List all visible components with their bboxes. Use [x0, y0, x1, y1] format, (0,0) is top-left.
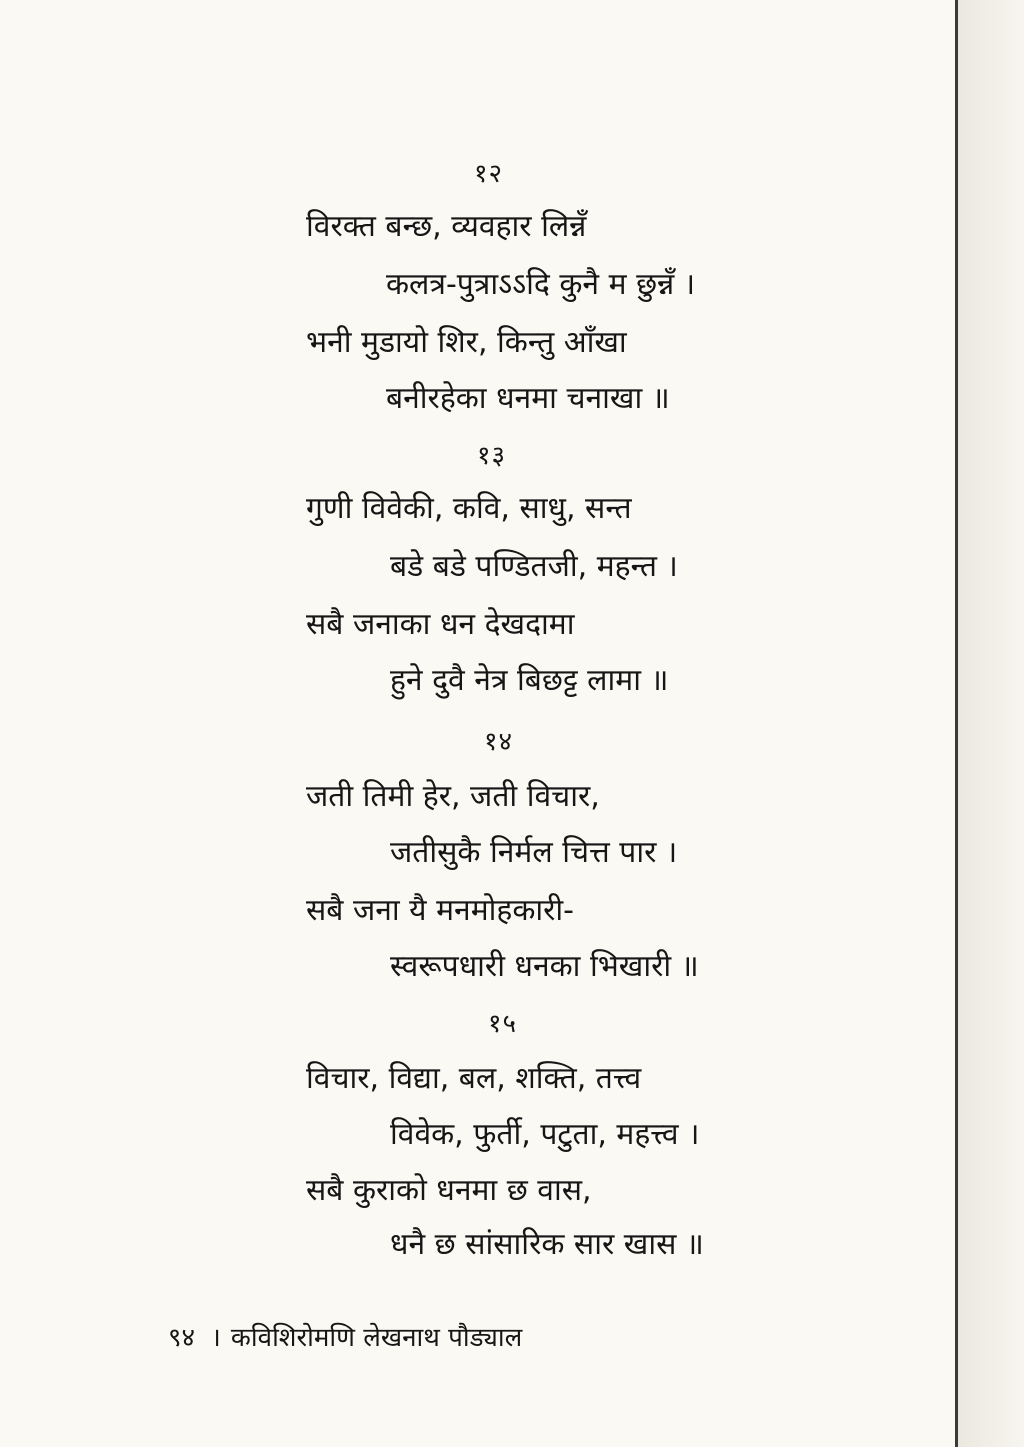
verse-number: १५: [488, 1009, 518, 1039]
verse-line: भनी मुडायो शिर, किन्तु आँखा: [306, 325, 627, 360]
verse-line: स्वरूपधारी धनका भिखारी ॥: [390, 949, 699, 984]
verse-line: विचार, विद्या, बल, शक्ति, तत्त्व: [306, 1061, 642, 1096]
verse-line: सबै जनाका धन देखदामा: [306, 607, 575, 642]
verse-line: गुणी विवेकी, कवि, साधु, सन्त: [306, 491, 632, 526]
verse-line: हुने दुवै नेत्र बिछट्ट लामा ॥: [390, 663, 669, 698]
verse-number: १२: [474, 159, 504, 189]
verse-line: बडे बडे पण्डितजी, महन्त ।: [390, 549, 678, 584]
verse-number: १४: [484, 727, 514, 757]
verse-line: विवेक, फुर्ती, पटुता, महत्त्व ।: [390, 1117, 700, 1152]
verse-line: जती तिमी हेर, जती विचार,: [306, 779, 600, 814]
verse-line: बनीरहेका धनमा चनाखा ॥: [386, 381, 670, 416]
verse-line: विरक्त बन्छ, व्यवहार लिन्नँ: [306, 209, 587, 244]
verse-line: सबै कुराको धनमा छ वास,: [306, 1173, 592, 1208]
verse-line: सबै जना यै मनमोहकारी-: [306, 893, 575, 928]
page-footer: [168, 1318, 522, 1354]
page-shadow: [958, 0, 1024, 1447]
verse-line: जतीसुकै निर्मल चित्त पार ।: [390, 835, 678, 870]
verse-number: १३: [477, 441, 507, 471]
page-number: ९४: [168, 1323, 196, 1353]
verse-line: धनै छ सांसारिक सार खास ॥: [390, 1227, 704, 1262]
book-title: कविशिरोमणि लेखनाथ पौड्याल: [230, 1323, 523, 1353]
verse-line: कलत्र-पुत्राऽऽदि कुनै म छुन्नँ ।: [386, 267, 696, 302]
footer-separator: ।: [211, 1323, 221, 1353]
page-edge: [955, 0, 958, 1447]
